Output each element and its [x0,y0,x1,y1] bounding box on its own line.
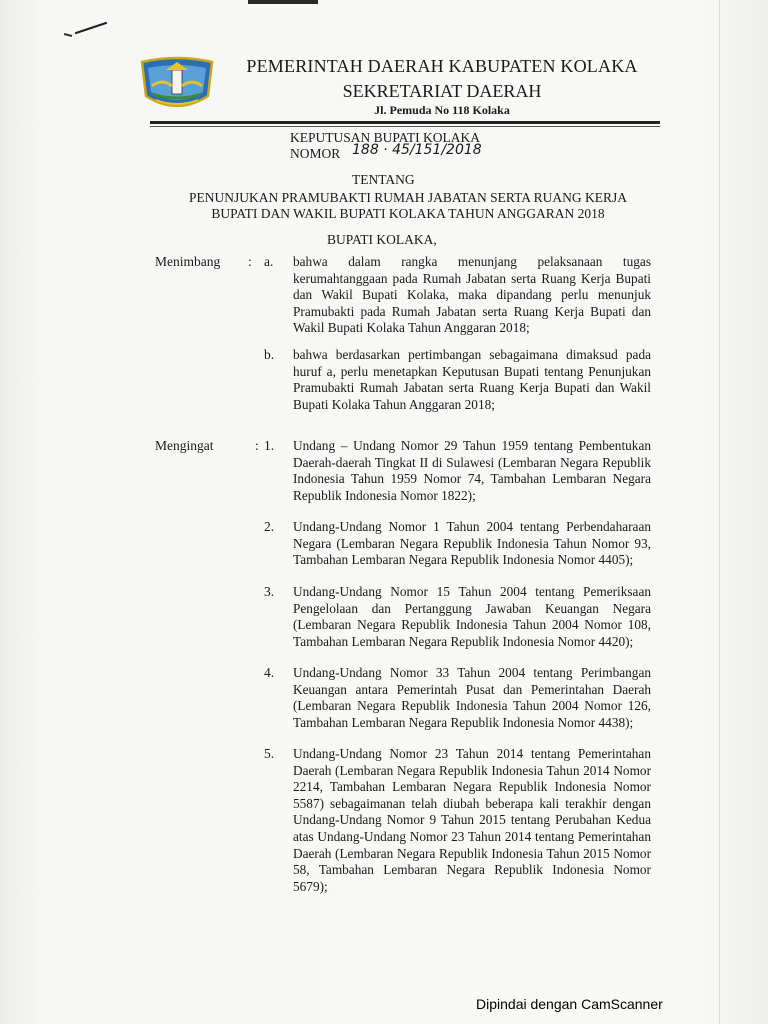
mengingat-marker-2: 2. [264,519,275,534]
mengingat-marker-4: 4. [264,665,275,680]
pen-stroke-icon [62,20,112,42]
mengingat-item-3: Undang-Undang Nomor 15 Tahun 2004 tentang Pemeriksaan Pengelolaan dan Pertanggung Jawaban Keuangan Negara (Lembaran Negara Republik Indonesia Tahun 2004 Nomor 108, Tambahan Lembaran Negara Republik Indonesia Nomor 4420); [293,584,651,649]
mengingat-marker-5: 5. [264,746,275,761]
menimbang-label: Menimbang [155,254,221,269]
letterhead-rule-thick [150,121,660,124]
mengingat-colon: : [255,438,259,453]
decree-number-label: NOMOR [290,146,341,161]
mengingat-item-5: Undang-Undang Nomor 23 Tahun 2014 tentang Pemerintahan Daerah (Lembaran Negara Republik Indonesia Tahun 2014 Nomor 2214, Tambahan Lembaran Negara Republik Indonesia Nomor 5587) sebagaimanan telah diubah beberapa kali terakhir dengan Undang-Undang Nomor 9 Tahun 2015 tentang Perubahan Kedua atas Undang-Undang Nomor 23 Tahun 2014 tentang Pemerintahan Daerah (Lembaran Negara Republik Indonesia Tahun 2015 Nomor 58, Tambahan Lembaran Negara Republik Indonesia Nomor 5679); [293,746,651,894]
mengingat-marker-1: 1. [264,438,275,453]
decree-subject-line1: PENUNJUKAN PRAMUBAKTI RUMAH JABATAN SERTA RUANG KERJA [188,190,628,205]
page-edge-shadow [719,0,720,1024]
letterhead-line2: SEKRETARIAT DAERAH [342,81,542,101]
decree-subject-line2: BUPATI DAN WAKIL BUPATI KOLAKA TAHUN ANGGARAN 2018 [211,206,605,221]
top-ink-mark [248,0,318,4]
mengingat-marker-3: 3. [264,584,275,599]
mengingat-label: Mengingat [155,438,214,453]
menimbang-colon: : [248,254,252,269]
letterhead-rule-thin [150,126,660,127]
menimbang-item-a: bahwa dalam rangka menunjang pelaksanaan tugas kerumahtanggaan pada Rumah Jabatan serta Ruang Kerja Bupati dan Wakil Bupati Kolaka, maka dipandang perlu menunjuk Pramubakti pada Rumah Jabatan serta Ruang Kerja Bupati dan Wakil Bupati Kolaka Tahun Anggaran 2018; [293,254,651,336]
tentang-heading: TENTANG [352,172,415,187]
decree-number-value: 188 · 45/151/2018 [352,142,482,158]
menimbang-marker-a: a. [264,254,274,269]
menimbang-item-b: bahwa berdasarkan pertimbangan sebagaimana dimaksud pada huruf a, perlu menetapkan Keputusan Bupati tentang Penunjukan Pramubakti Rumah Jabatan serta Ruang Kerja Bupati dan Wakil Bupati Kolaka Tahun Anggaran 2018; [293,347,651,412]
camscanner-watermark: Dipindai dengan CamScanner [476,996,663,1012]
decree-title: KEPUTUSAN BUPATI KOLAKA [290,130,481,145]
menimbang-marker-b: b. [264,347,275,362]
decree-issuer: BUPATI KOLAKA, [327,232,437,247]
mengingat-item-2: Undang-Undang Nomor 1 Tahun 2004 tentang Perbendaharaan Negara (Lembaran Negara Republik Indonesia Tahun Nomor 93, Tambahan Lembaran Negara Republik Indonesia Nomor 4405); [293,519,651,568]
mengingat-item-1: Undang – Undang Nomor 29 Tahun 1959 tentang Pembentukan Daerah-daerah Tingkat II di Sulawesi (Lembaran Negara Republik Indonesia Tahun 1959 Nomor 74, Tambahan Lembaran Negara Republik Indonesia Nomor 1822); [293,438,651,503]
letterhead-line1: PEMERINTAH DAERAH KABUPATEN KOLAKA [246,56,638,76]
mengingat-item-4: Undang-Undang Nomor 33 Tahun 2004 tentang Perimbangan Keuangan antara Pemerintah Pusat dan Pemerintahan Daerah (Lembaran Negara Republik Indonesia Tahun 2004 Nomor 126, Tambahan Lembaran Negara Republik Indonesia Nomor 4438); [293,665,651,730]
letterhead-address: Jl. Pemuda No 118 Kolaka [374,103,510,117]
kolaka-emblem-icon [138,56,216,114]
